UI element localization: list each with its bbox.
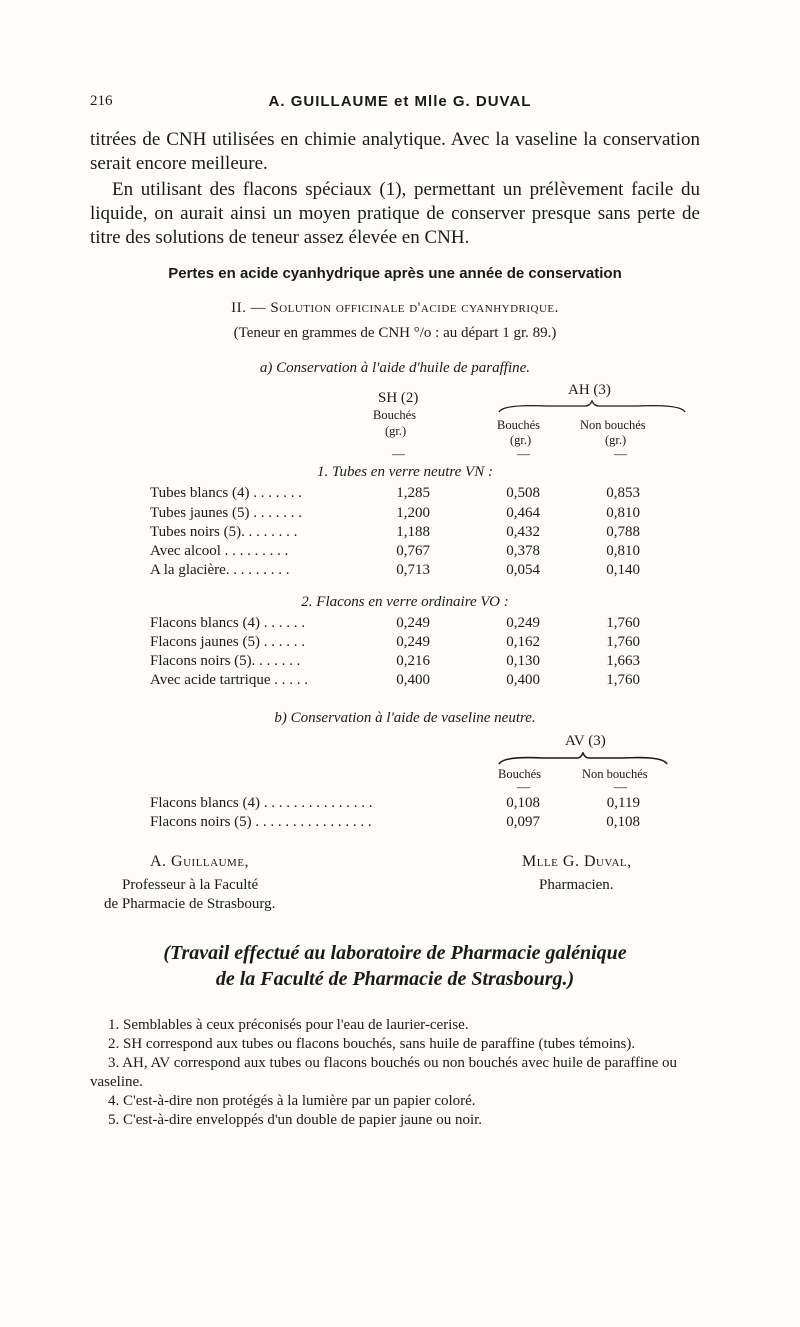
footnote-1: 1. Semblables à ceux préconisés pour l'eau de laurier-cerise. <box>108 1017 469 1033</box>
col-sh-sub: Bouchés <box>373 408 417 422</box>
col-ah-bouches-unit: (gr.) <box>510 433 532 447</box>
table-row: Tubes blancs (4) . . . . . . . 1,285 0,508 0,853 <box>150 485 640 501</box>
part-a-title: a) Conservation à l'aide d'huile de paraffine. <box>259 360 531 376</box>
col-av-bouches: Bouchés <box>498 767 542 781</box>
table-row: Flacons noirs (5) . . . . . . . . . . . . . . . . 0,097 0,108 <box>150 814 640 830</box>
solution-title: II. — Solution officinale d'acide cyanhydrique. <box>231 300 559 316</box>
table-row: A la glacière. . . . . . . . . 0,713 0,054 0,140 <box>150 562 640 578</box>
col-ah-non-bouches-unit: (gr.) <box>605 433 627 447</box>
running-header <box>90 93 710 115</box>
table-row: Flacons blancs (4) . . . . . . 0,249 0,249 1,760 <box>150 615 640 631</box>
signature-left-line2: de Pharmacie de Strasbourg. <box>104 896 276 912</box>
col-sh-header: SH (2) <box>378 390 419 406</box>
signature-right-line1: Pharmacien. <box>539 877 614 893</box>
footnotes <box>90 1016 700 1130</box>
paragraph-1: titrées de CNH utilisées en chimie analytique. Avec la vaseline la conservation serait encore meilleure. <box>90 129 700 174</box>
group-1-title: 1. Tubes en verre neutre VN : <box>317 464 493 480</box>
footnote-3: 3. AH, AV correspond aux tubes ou flacons bouchés ou non bouchés avec huile de paraffine ou vaseline. <box>90 1055 678 1090</box>
footnote-4: 4. C'est-à-dire non protégés à la lumière par un papier coloré. <box>108 1093 476 1109</box>
col-ah-bouches: Bouchés <box>497 418 541 432</box>
signature-right-name: Mlle G. Duval, <box>522 853 632 870</box>
av-brace-icon <box>497 752 669 766</box>
dash-sh: — <box>392 446 405 461</box>
group-2-title: 2. Flacons en verre ordinaire VO : <box>301 594 509 610</box>
work-note-line1: (Travail effectué au laboratoire de Pharmacie galénique <box>163 942 627 964</box>
table-row: Tubes noirs (5). . . . . . . . 1,188 0,432 0,788 <box>150 524 640 540</box>
footnote-5: 5. C'est-à-dire enveloppés d'un double de papier jaune ou noir. <box>108 1112 483 1128</box>
table-row: Avec acide tartrique . . . . . 0,400 0,400 1,760 <box>150 672 640 688</box>
dash-ahb: — <box>517 446 530 461</box>
running-title: A. GUILLAUME et Mlle G. DUVAL <box>268 93 532 110</box>
work-note-line2: de la Faculté de Pharmacie de Strasbourg.) <box>215 968 575 990</box>
signature-left-name: A. Guillaume, <box>150 853 250 870</box>
table-row: Flacons noirs (5). . . . . . . 0,216 0,130 1,663 <box>150 653 640 669</box>
page-number: 216 <box>90 93 113 109</box>
col-av-non-bouches: Non bouchés <box>582 767 648 781</box>
ah-brace-icon <box>497 400 687 414</box>
paragraph-2: En utilisant des flacons spéciaux (1), permettant un prélèvement facile du liquide, on aurait ainsi un moyen pratique de conserver presque sans perte de titre des solutions de teneur assez élevée en CNH. <box>90 179 700 248</box>
col-ah-header: AH (3) <box>568 382 611 398</box>
dash-avb: — <box>517 779 530 794</box>
section-title: Pertes en acide cyanhydrique après une année de conservation <box>168 265 622 282</box>
dash-ahnb: — <box>614 446 627 461</box>
dash-avnb: — <box>614 779 627 794</box>
signature-left-line1: Professeur à la Faculté <box>122 877 259 893</box>
col-ah-non-bouches: Non bouchés <box>580 418 646 432</box>
col-sh-unit: (gr.) <box>385 424 407 438</box>
part-b-title: b) Conservation à l'aide de vaseline neutre. <box>274 710 536 726</box>
footnote-2: 2. SH correspond aux tubes ou flacons bouchés, sans huile de paraffine (tubes témoins). <box>108 1036 636 1052</box>
solution-subtitle: (Teneur en grammes de CNH °/o : au départ 1 gr. 89.) <box>233 325 557 341</box>
table-row: Tubes jaunes (5) . . . . . . . 1,200 0,464 0,810 <box>150 505 640 521</box>
table-row: Avec alcool . . . . . . . . . 0,767 0,378 0,810 <box>150 543 640 559</box>
table-row: Flacons jaunes (5) . . . . . . 0,249 0,162 1,760 <box>150 634 640 650</box>
col-av-header: AV (3) <box>565 733 606 749</box>
table-row: Flacons blancs (4) . . . . . . . . . . . . . . . 0,108 0,119 <box>150 795 640 811</box>
